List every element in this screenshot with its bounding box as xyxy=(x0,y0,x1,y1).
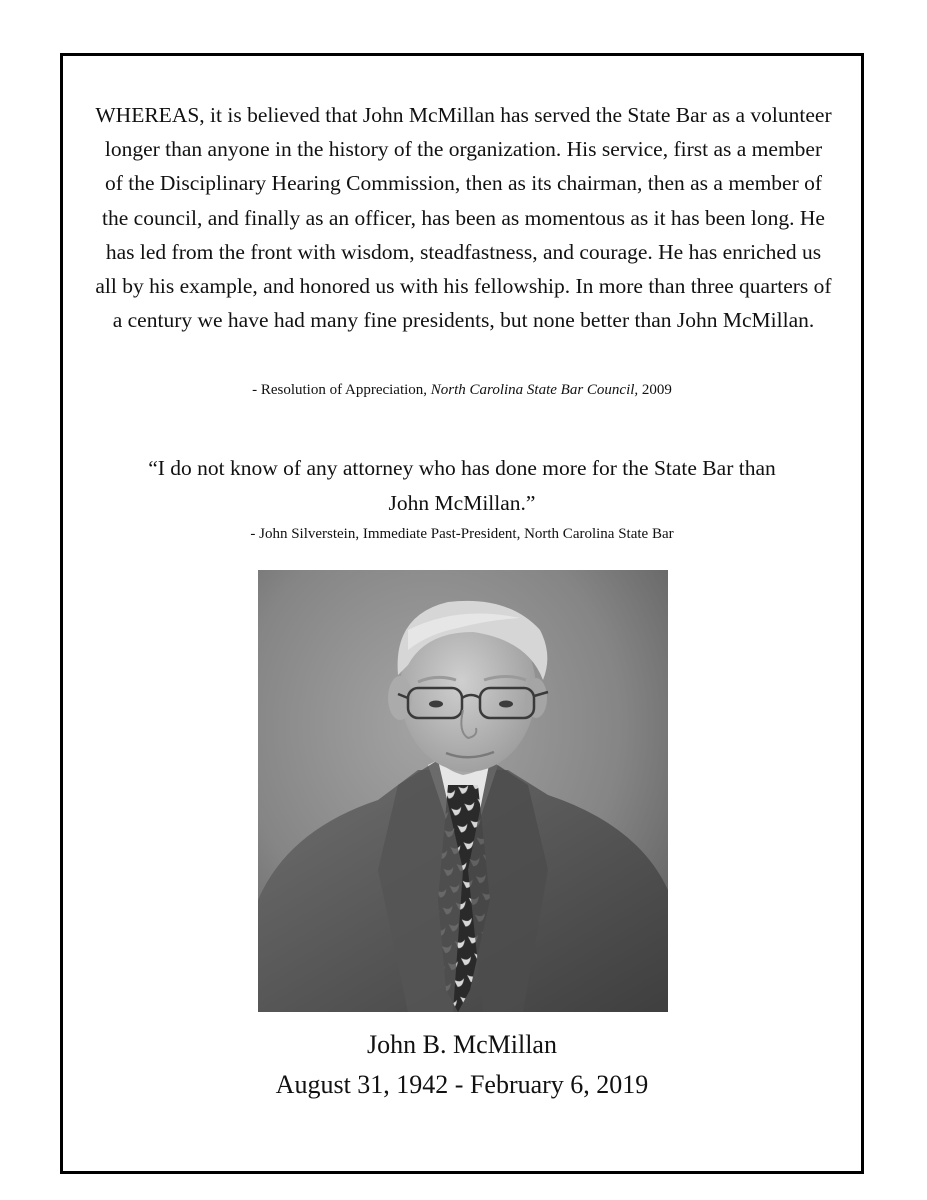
resolution-attribution xyxy=(60,380,864,400)
portrait-photo xyxy=(258,570,668,1012)
portrait-illustration xyxy=(258,570,668,1012)
quote-attribution: - John Silverstein, Immediate Past-President, North Carolina State Bar xyxy=(250,526,674,542)
resolution-attribution-prefix: - Resolution of Appreciation, xyxy=(252,382,431,398)
caption-name: John B. McMillan xyxy=(367,1030,557,1059)
resolution-text: WHEREAS, it is believed that John McMillan has served the State Bar as a volunteer longer than anyone in the history of the organization. His service, first as a member of the Disciplinary Hearing Commission, then as its chairman, then as a member of the council, and finally as an officer, has been as momentous as it has been long. He has led from the front with wisdom, steadfastness, and courage. He has enriched us all by his example, and honored us with his fellowship. In more than three quarters of a century we have had many fine presidents, but none better than John McMillan. xyxy=(95,103,832,333)
quote-line-1: “I do not know of any attorney who has done more for the State Bar than xyxy=(148,456,776,480)
caption-dates: August 31, 1942 - February 6, 2019 xyxy=(275,1070,649,1099)
quote-text xyxy=(60,451,864,521)
resolution-attribution-source: North Carolina State Bar Council, xyxy=(430,382,639,398)
resolution-attribution-year: 2009 xyxy=(638,382,672,398)
quote-line-2: John McMillan.” xyxy=(388,491,536,515)
